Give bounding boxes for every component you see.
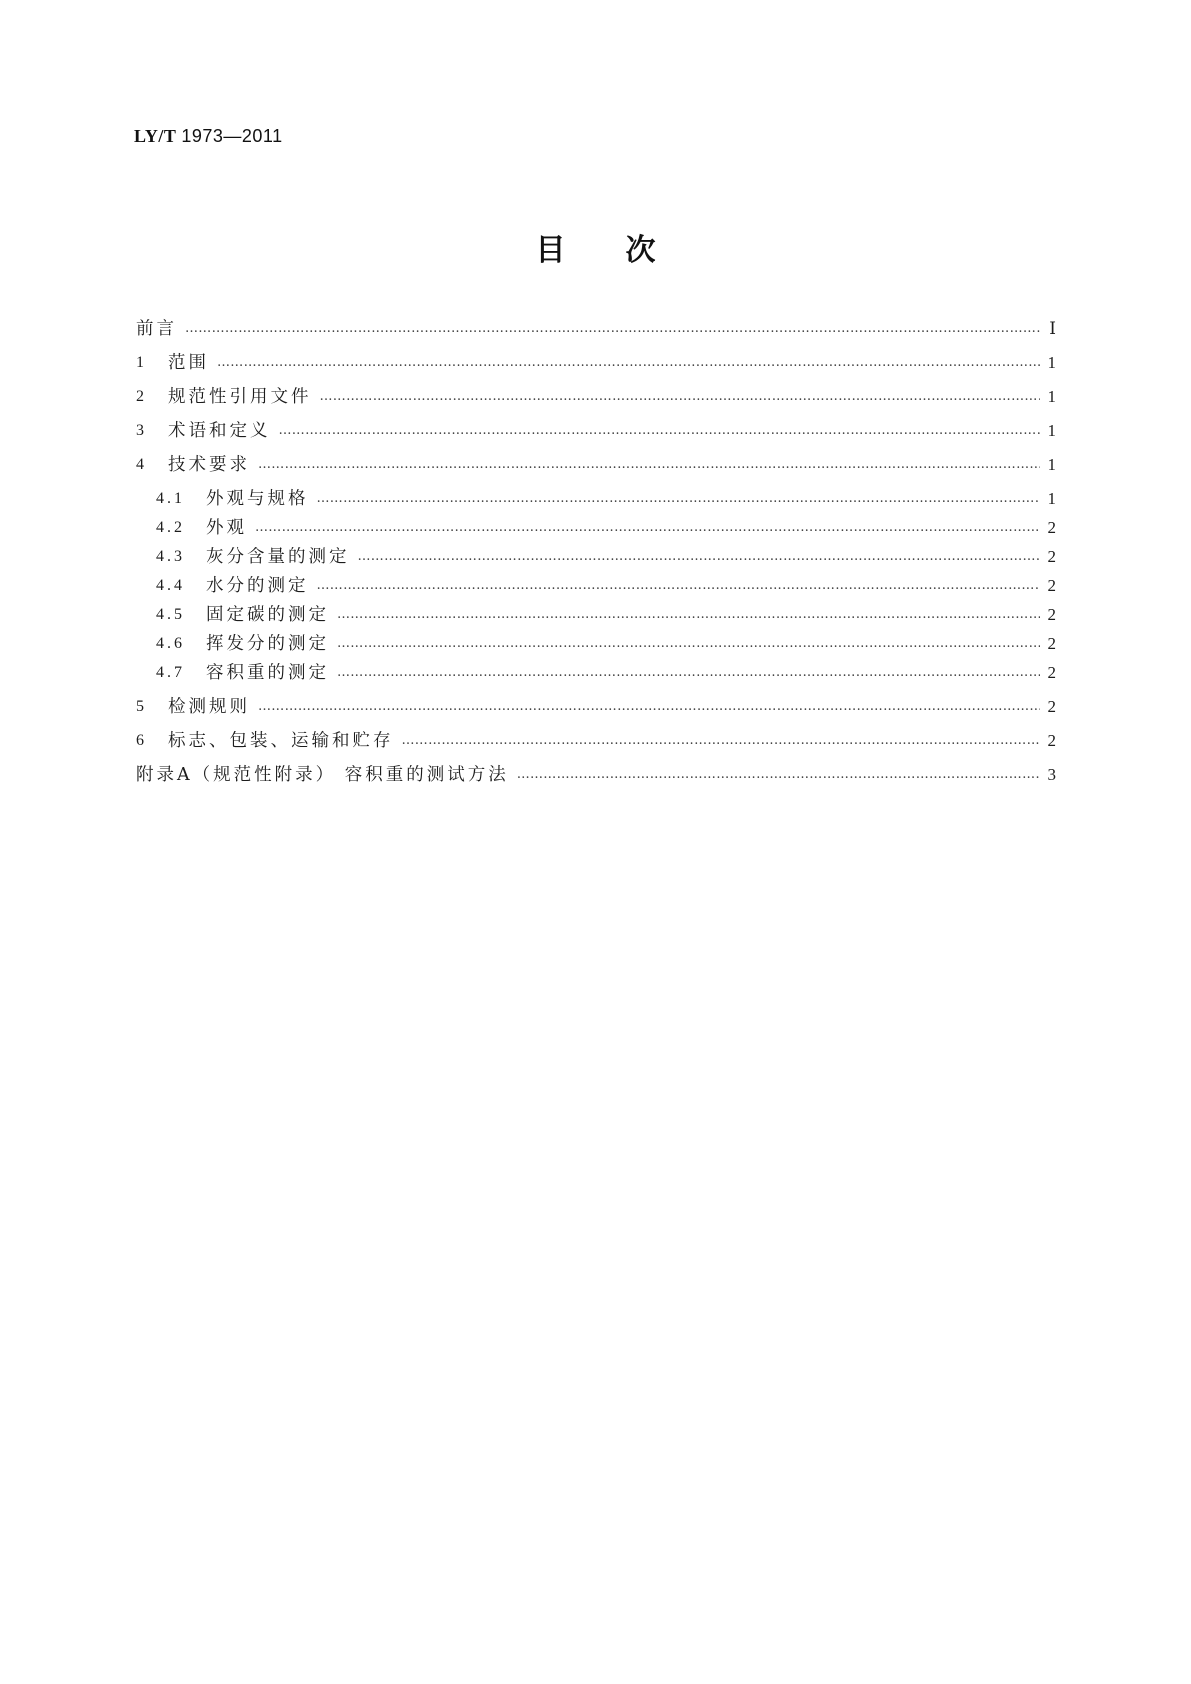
toc-leader-dots xyxy=(402,730,1041,752)
toc-entry-title: 规范性引用文件 xyxy=(168,387,312,407)
toc-entry-page: 1 xyxy=(1047,421,1056,440)
toc-entry-title: 标志、包装、运输和贮存 xyxy=(168,731,394,751)
toc-entry-4-4[interactable] xyxy=(156,571,1056,597)
toc-entry-title: 水分的测定 xyxy=(206,576,309,596)
toc-entry-1[interactable] xyxy=(136,348,1056,374)
toc-entry-page: 2 xyxy=(1047,547,1056,566)
toc-entry-page: 3 xyxy=(1047,765,1056,784)
toc-entry-4[interactable] xyxy=(136,450,1056,476)
toc-entry-title: 外观 xyxy=(206,518,247,538)
toc-entry-page: 2 xyxy=(1047,576,1056,595)
toc-heading xyxy=(0,225,1191,269)
toc-leader-dots xyxy=(358,546,1041,568)
toc-entry-4-7[interactable] xyxy=(156,658,1056,684)
toc-entry-title: 容积重的测定 xyxy=(206,663,329,683)
toc-entry-title: 技术要求 xyxy=(168,455,250,475)
toc-leader-dots xyxy=(279,420,1041,442)
toc-entry-number: 4.7 xyxy=(156,664,185,681)
toc-entry-number: 2 xyxy=(136,388,146,405)
toc-entry-title: 灰分含量的测定 xyxy=(206,547,350,567)
toc-leader-dots xyxy=(258,696,1040,718)
toc-entry-4-2[interactable] xyxy=(156,513,1056,539)
toc-entry-foreword[interactable] xyxy=(136,314,1056,340)
toc-leader-dots xyxy=(337,662,1040,684)
toc-entry-4-5[interactable] xyxy=(156,600,1056,626)
toc-entry-3[interactable] xyxy=(136,416,1056,442)
toc-entry-number: 3 xyxy=(136,422,146,439)
standard-code-prefix: LY/T xyxy=(134,126,177,146)
toc-leader-dots xyxy=(317,575,1041,597)
toc-entry-page: 1 xyxy=(1047,353,1056,372)
toc-entry-number: 1 xyxy=(136,354,146,371)
toc-entry-number: 4 xyxy=(136,456,146,473)
toc-entry-page: 2 xyxy=(1047,634,1056,653)
toc-leader-dots xyxy=(217,352,1040,374)
toc-entry-number: 6 xyxy=(136,732,146,749)
toc-entry-title: 外观与规格 xyxy=(206,489,309,509)
toc-entry-number: 4.6 xyxy=(156,635,185,652)
standard-code-number: 1973—2011 xyxy=(181,126,283,146)
toc-leader-dots xyxy=(517,764,1040,786)
toc-entry-2[interactable] xyxy=(136,382,1056,408)
toc-entry-page: 1 xyxy=(1047,455,1056,474)
toc-entry-title: 前言 xyxy=(136,319,177,339)
toc-leader-dots xyxy=(258,454,1040,476)
toc-entry-title: 范围 xyxy=(168,353,209,373)
toc-entry-page: Ⅰ xyxy=(1049,319,1056,338)
toc-entry-4-6[interactable] xyxy=(156,629,1056,655)
toc-leader-dots xyxy=(337,633,1040,655)
toc-entry-number: 4.2 xyxy=(156,519,185,536)
toc-leader-dots xyxy=(185,318,1040,340)
toc-leader-dots xyxy=(337,604,1040,626)
toc-entry-title: 固定碳的测定 xyxy=(206,605,329,625)
toc-entry-appendix-a[interactable] xyxy=(136,760,1056,786)
standard-code xyxy=(134,126,283,147)
toc-heading-char-2: 次 xyxy=(625,233,656,268)
toc-heading-char-1: 目 xyxy=(535,233,566,268)
toc-entry-title: 术语和定义 xyxy=(168,421,271,441)
toc-entry-6[interactable] xyxy=(136,726,1056,752)
toc-entry-page: 2 xyxy=(1047,731,1056,750)
toc-leader-dots xyxy=(317,488,1041,510)
toc-entry-number: 4.1 xyxy=(156,490,185,507)
toc-entry-page: 2 xyxy=(1047,518,1056,537)
toc-leader-dots xyxy=(320,386,1041,408)
toc-entry-title: 附录A（规范性附录） 容积重的测试方法 xyxy=(136,765,509,785)
toc-entry-number: 4.3 xyxy=(156,548,185,565)
toc-entry-title: 挥发分的测定 xyxy=(206,634,329,654)
toc-entry-4-3[interactable] xyxy=(156,542,1056,568)
toc-leader-dots xyxy=(255,517,1040,539)
toc-entry-page: 2 xyxy=(1047,697,1056,716)
toc-entry-page: 2 xyxy=(1047,605,1056,624)
toc-entry-4-1[interactable] xyxy=(156,484,1056,510)
toc-entry-title: 检测规则 xyxy=(168,697,250,717)
toc-entry-number: 4.4 xyxy=(156,577,185,594)
toc-entry-page: 1 xyxy=(1047,489,1056,508)
toc-entry-number: 4.5 xyxy=(156,606,185,623)
toc-entry-5[interactable] xyxy=(136,692,1056,718)
toc-entry-number: 5 xyxy=(136,698,146,715)
toc-entry-page: 2 xyxy=(1047,663,1056,682)
toc-entry-page: 1 xyxy=(1047,387,1056,406)
